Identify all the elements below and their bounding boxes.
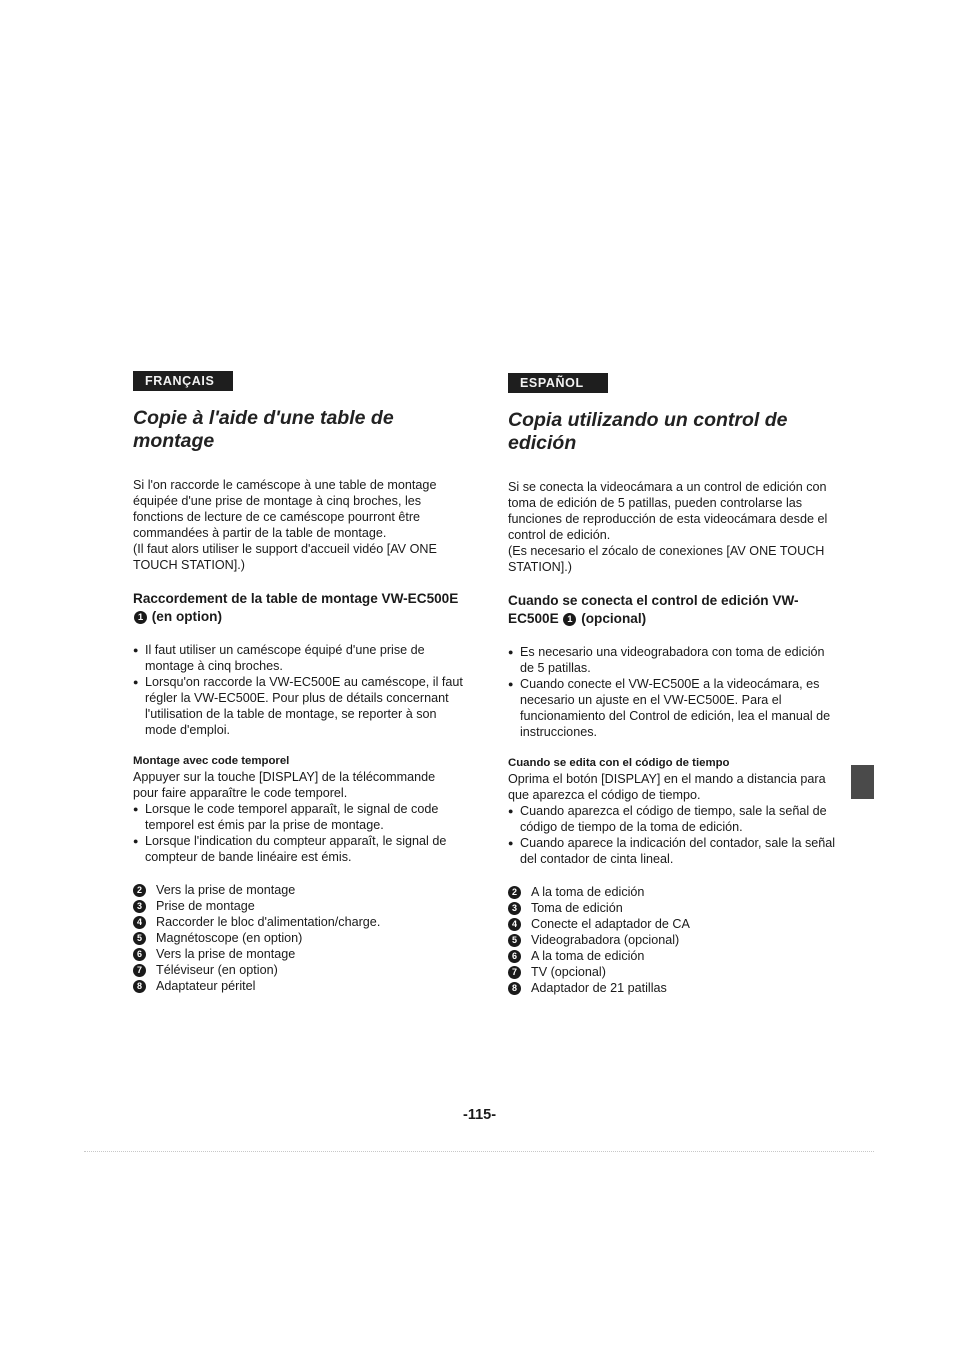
bullet-list <box>133 642 463 738</box>
callout-item <box>508 980 838 996</box>
callout-item <box>508 916 838 932</box>
callout-number: 5 <box>508 934 521 947</box>
callout-text: Vers la prise de montage <box>156 947 296 961</box>
subsection-title-suffix: (opcional) <box>581 610 647 626</box>
callout-text: TV (opcional) <box>531 965 606 979</box>
section-title: Copie à l'aide d'une table de montage <box>133 407 394 452</box>
callout-item <box>508 948 838 964</box>
callout-number: 2 <box>133 884 146 897</box>
language-tag: ESPAÑOL <box>508 373 608 393</box>
callout-text: Toma de edición <box>531 901 623 915</box>
section-title: Copia utilizando un control de edición <box>508 409 788 454</box>
intro-text <box>133 477 463 573</box>
subsection-title <box>133 590 463 625</box>
callout-number: 4 <box>133 916 146 929</box>
timecode-bullet-list <box>133 801 463 865</box>
timecode-heading: Montage avec code temporel <box>133 755 290 767</box>
timecode-heading: Cuando se edita con el código de tiempo <box>508 757 730 769</box>
bullet-item <box>508 676 838 740</box>
callout-text: A la toma de edición <box>531 949 645 963</box>
bullet-item <box>508 644 838 676</box>
callout-item <box>133 882 463 898</box>
callout-number: 8 <box>133 980 146 993</box>
bullet-text: Il faut utiliser un caméscope équipé d'une prise de montage à cinq broches. <box>145 643 425 673</box>
subsection-title-text: Raccordement de la table de montage VW-EC500E <box>133 591 459 606</box>
bullet-item <box>508 803 838 835</box>
bullet-icon: ● <box>133 677 139 687</box>
bullet-icon: ● <box>133 645 139 655</box>
language-tag: FRANÇAIS <box>133 371 233 391</box>
callout-number: 7 <box>133 964 146 977</box>
bullet-text: Cuando aparezca el código de tiempo, sale la señal de código de tiempo de la toma de edición. <box>520 804 827 834</box>
callout-number-1: 1 <box>134 611 147 624</box>
bullet-icon: ● <box>133 836 139 846</box>
intro-text <box>508 479 838 575</box>
bottom-divider <box>84 1151 874 1152</box>
callout-item <box>133 978 463 994</box>
callout-item <box>133 962 463 978</box>
bullet-item <box>508 835 838 867</box>
callout-item <box>508 884 838 900</box>
subsection-title-suffix: (en option) <box>151 608 222 624</box>
subsection-title <box>508 592 838 627</box>
callout-number: 8 <box>508 982 521 995</box>
section-edge-tab <box>851 765 874 799</box>
timecode-text: Appuyer sur la touche [DISPLAY] de la télécommande pour faire apparaître le code temporel. <box>133 770 436 800</box>
bullet-text: Lorsqu'on raccorde la VW-EC500E au caméscope, il faut régler la VW-EC500E. Pour plus de détails concernant l'utilisation de la table de montage, se reporter à son mode d'emploi. <box>145 675 463 737</box>
bullet-text: Lorsque le code temporel apparaît, le signal de code temporel est émis par la prise de montage. <box>145 802 439 832</box>
bullet-list <box>508 644 838 740</box>
callout-text: Conecte el adaptador de CA <box>531 917 690 931</box>
bullet-item <box>133 674 463 738</box>
callout-item <box>508 964 838 980</box>
bullet-icon: ● <box>508 838 514 848</box>
callout-item <box>133 946 463 962</box>
intro-note: (Es necesario el zócalo de conexiones [AV ONE TOUCH STATION].) <box>508 544 825 574</box>
bullet-item <box>133 833 463 865</box>
callout-number: 5 <box>133 932 146 945</box>
callout-list <box>133 882 463 994</box>
callout-number-1: 1 <box>563 613 576 626</box>
subsection-title-text: Cuando se conecta el control de edición VW-EC500E <box>508 593 799 626</box>
bullet-icon: ● <box>133 804 139 814</box>
bullet-text: Es necesario una videograbadora con toma de edición de 5 patillas. <box>520 645 825 675</box>
bullet-icon: ● <box>508 679 514 689</box>
page-number: -115- <box>463 1107 497 1123</box>
timecode-bullet-list <box>508 803 838 867</box>
callout-text: Vers la prise de montage <box>156 883 296 897</box>
callout-text: A la toma de edición <box>531 885 645 899</box>
callout-item <box>508 900 838 916</box>
callout-text: Magnétoscope (en option) <box>156 931 303 945</box>
callout-text: Raccorder le bloc d'alimentation/charge. <box>156 915 381 929</box>
callout-text: Adaptador de 21 patillas <box>531 981 667 995</box>
bullet-item <box>133 801 463 833</box>
callout-list <box>508 884 838 996</box>
bullet-text: Lorsque l'indication du compteur apparaît, le signal de compteur de bande linéaire est émis. <box>145 834 447 864</box>
callout-number: 4 <box>508 918 521 931</box>
callout-number: 6 <box>133 948 146 961</box>
callout-item <box>133 930 463 946</box>
bullet-text: Cuando aparece la indicación del contador, sale la señal del contador de cinta lineal. <box>520 836 836 866</box>
bullet-icon: ● <box>508 806 514 816</box>
callout-number: 6 <box>508 950 521 963</box>
intro-note: (Il faut alors utiliser le support d'accueil vidéo [AV ONE TOUCH STATION].) <box>133 542 437 572</box>
french-column <box>133 371 463 994</box>
callout-number: 7 <box>508 966 521 979</box>
intro-paragraph: Si l'on raccorde le caméscope à une table de montage équipée d'une prise de montage à cinq broches, les fonctions de lecture de ce caméscope pourront être commandées à partir de la table de montage. <box>133 478 437 540</box>
callout-number: 2 <box>508 886 521 899</box>
spanish-column <box>508 373 838 996</box>
callout-number: 3 <box>508 902 521 915</box>
callout-text: Prise de montage <box>156 899 255 913</box>
callout-item <box>508 932 838 948</box>
callout-item <box>133 898 463 914</box>
intro-paragraph: Si se conecta la videocámara a un control de edición con toma de edición de 5 patillas, pueden controlarse las funciones de reproducción de esta videocámara desde el control de edición. <box>508 480 828 542</box>
callout-text: Videograbadora (opcional) <box>531 933 680 947</box>
bullet-text: Cuando conecte el VW-EC500E a la videocámara, es necesario un ajuste en el VW-EC500E. Para el funcionamiento del Control de edición, lea el manual de instrucciones. <box>520 677 831 739</box>
callout-text: Adaptateur péritel <box>156 979 256 993</box>
bullet-item <box>133 642 463 674</box>
timecode-text: Oprima el botón [DISPLAY] en el mando a distancia para que aparezca el código de tiempo. <box>508 772 826 802</box>
callout-number: 3 <box>133 900 146 913</box>
bullet-icon: ● <box>508 647 514 657</box>
callout-text: Téléviseur (en option) <box>156 963 278 977</box>
callout-item <box>133 914 463 930</box>
